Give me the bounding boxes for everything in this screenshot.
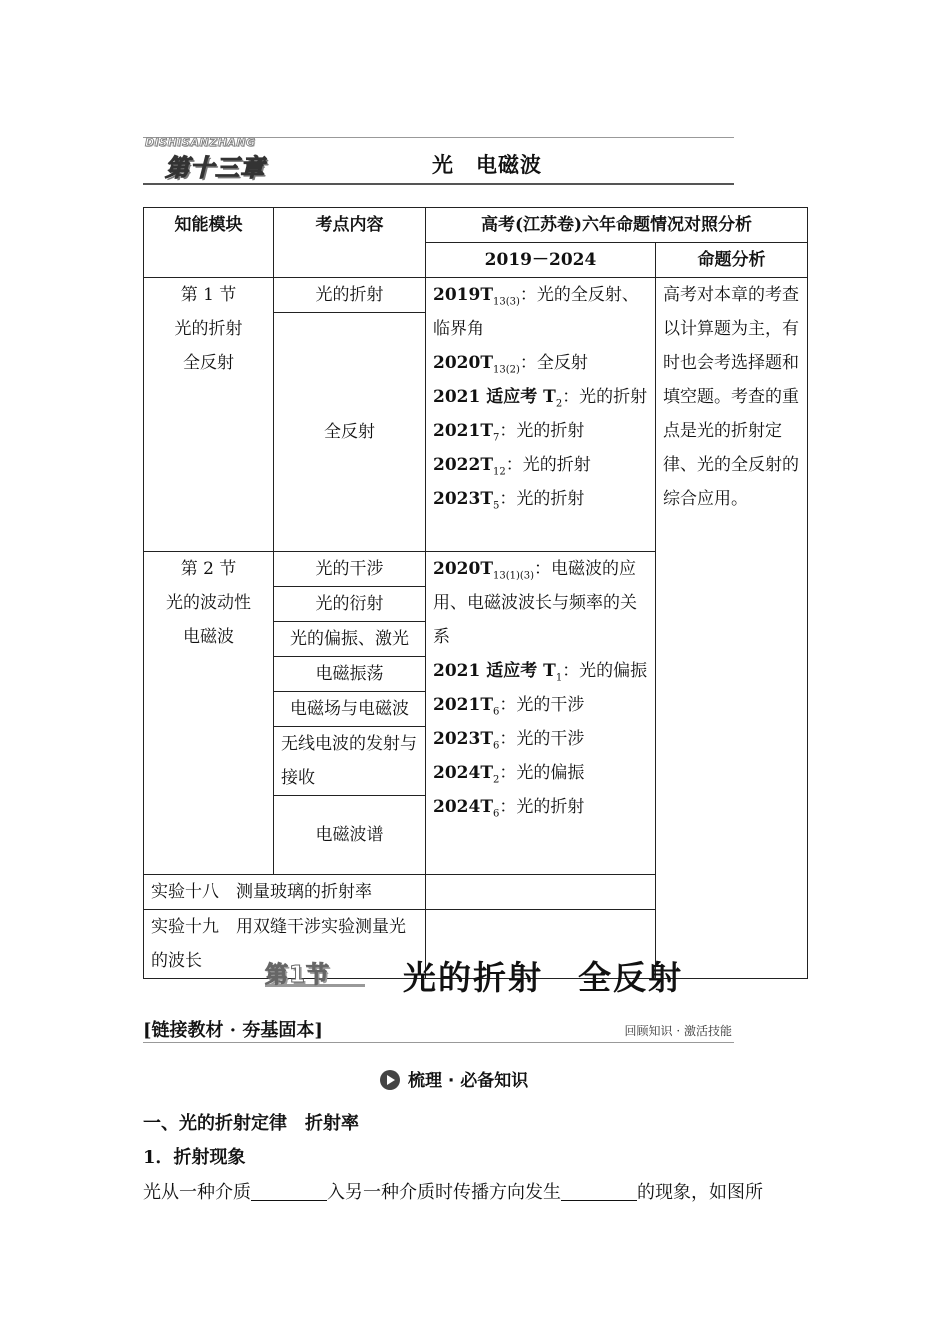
module-label: 电磁波: [183, 627, 234, 647]
link-bar: [143, 1014, 734, 1044]
exam-line: [433, 756, 648, 790]
link-bar-right: 回顾知识 · 激活技能: [624, 1024, 732, 1038]
exam-line: [433, 790, 648, 824]
exam-year: 2020T: [433, 353, 493, 373]
exam-sub: 1: [555, 672, 563, 684]
play-icon: [380, 1070, 400, 1090]
point-cell: 无线电波的发射与接收: [274, 727, 426, 796]
section-heading: [265, 952, 735, 996]
exam-line: [433, 380, 648, 414]
exam-year: 2023T: [433, 729, 493, 749]
exam-sub: 6: [492, 706, 500, 718]
fill-blank[interactable]: [561, 1182, 637, 1201]
exam-year: 2022T: [433, 455, 493, 475]
chapter-topic: 光 电磁波: [432, 152, 542, 177]
exam-text: ：光的偏振: [562, 661, 648, 681]
exam-text: ：全反射: [519, 353, 588, 373]
point-cell: 光的衍射: [274, 587, 426, 622]
link-bar-left: [链接教材 · 夯基固本]: [143, 1020, 323, 1041]
exam-text: ：电磁波的应用、电磁波波长与频率的关系: [433, 559, 637, 647]
exam-year: 2021T: [433, 695, 493, 715]
exam-sub: 7: [492, 432, 500, 444]
header-module: 知能模块: [144, 208, 274, 278]
exam-line: [433, 654, 648, 688]
section-title: 光的折射 全反射: [403, 958, 683, 997]
exam-cell-section-1: [426, 278, 656, 552]
analysis-cell: 高考对本章的考查以计算题为主，有时也会考选择题和填空题。考查的重点是光的折射定律、光的全反射的综合应用。: [656, 278, 808, 979]
module-label: 第 1 节: [180, 285, 237, 305]
point-cell: 光的折射: [274, 278, 426, 313]
exam-year: 2024T: [433, 763, 493, 783]
exam-sub: 2: [492, 774, 500, 786]
exam-year: 2023T: [433, 489, 493, 509]
exam-line: [433, 552, 648, 654]
exam-sub: 12: [492, 466, 506, 478]
chapter-title: 第十三章: [165, 154, 265, 182]
exam-sub: 5: [492, 500, 500, 512]
point-cell: 电磁振荡: [274, 657, 426, 692]
exam-year: 2021 适应考 T: [433, 387, 556, 407]
point-cell: 光的偏振、激光: [274, 622, 426, 657]
exam-year: 2019T: [433, 285, 493, 305]
sub-heading: [380, 1066, 528, 1092]
exam-text: ：光的折射: [499, 421, 585, 441]
exam-year: 2024T: [433, 797, 493, 817]
chapter-header: [143, 136, 734, 186]
experiment-cell: 实验十八 测量玻璃的折射率: [144, 875, 426, 910]
link-bar-rule: [143, 1042, 734, 1043]
exam-sub: 13(3): [492, 296, 520, 308]
paragraph-text: 的现象，如图所: [637, 1182, 763, 1203]
experiment-cell: 实验十九 用双缝干涉实验测量光的波长: [144, 910, 426, 979]
module-section-1: [144, 278, 274, 552]
module-label: 光的折射: [174, 319, 243, 339]
section-badge: 第1节: [265, 962, 331, 988]
exam-sub: 6: [492, 808, 500, 820]
exam-line: [433, 414, 648, 448]
point-cell: 电磁场与电磁波: [274, 692, 426, 727]
exam-text: ：光的折射: [562, 387, 648, 407]
exam-sub: 6: [492, 740, 500, 752]
exam-text: ：光的折射: [499, 489, 585, 509]
exam-text: ：光的折射: [499, 797, 585, 817]
exam-year: 2020T: [433, 559, 493, 579]
exam-text: ：光的偏振: [499, 763, 585, 783]
exam-text: ：光的折射: [505, 455, 591, 475]
point-cell: 电磁波谱: [274, 796, 426, 875]
point-cell: 光的干涉: [274, 552, 426, 587]
exam-line: [433, 722, 648, 756]
header-analysis: 命题分析: [656, 243, 808, 278]
exam-line: [433, 346, 648, 380]
paragraph-text: 光从一种介质: [143, 1182, 251, 1203]
exam-sub: 2: [555, 398, 563, 410]
exam-text: ：光的全反射、临界角: [433, 285, 639, 339]
module-label: 全反射: [183, 353, 234, 373]
header-analysis-group: 高考(江苏卷)六年命题情况对照分析: [426, 208, 808, 243]
experiment-exam-cell: [426, 875, 656, 910]
module-label: 第 2 节: [180, 559, 237, 579]
header-rule-bottom: [143, 183, 734, 185]
heading-level-2: 1．折射现象: [143, 1147, 246, 1168]
point-cell: 全反射: [274, 313, 426, 552]
paragraph-text: 入另一种介质时传播方向发生: [327, 1182, 561, 1203]
overview-table: [143, 207, 808, 979]
fill-blank[interactable]: [251, 1182, 327, 1201]
exam-line: [433, 448, 648, 482]
exam-text: ：光的干涉: [499, 729, 585, 749]
sub-heading-text: 梳理 · 必备知识: [408, 1071, 529, 1091]
exam-text: ：光的干涉: [499, 695, 585, 715]
exam-year: 2021 适应考 T: [433, 661, 556, 681]
exam-cell-section-2: [426, 552, 656, 875]
exam-sub: 13(2): [492, 364, 520, 376]
heading-level-1: 一、光的折射定律 折射率: [143, 1113, 359, 1134]
module-label: 光的波动性: [166, 593, 251, 613]
header-years: 2019－2024: [426, 243, 656, 278]
exam-line: [433, 482, 648, 516]
chapter-pinyin: DISHISANZHANG: [145, 136, 256, 149]
header-content: 考点内容: [274, 208, 426, 278]
exam-line: [433, 278, 648, 346]
module-section-2: [144, 552, 274, 875]
paragraph: [143, 1178, 811, 1204]
exam-year: 2021T: [433, 421, 493, 441]
exam-line: [433, 688, 648, 722]
exam-sub: 13(1)(3): [492, 570, 535, 582]
